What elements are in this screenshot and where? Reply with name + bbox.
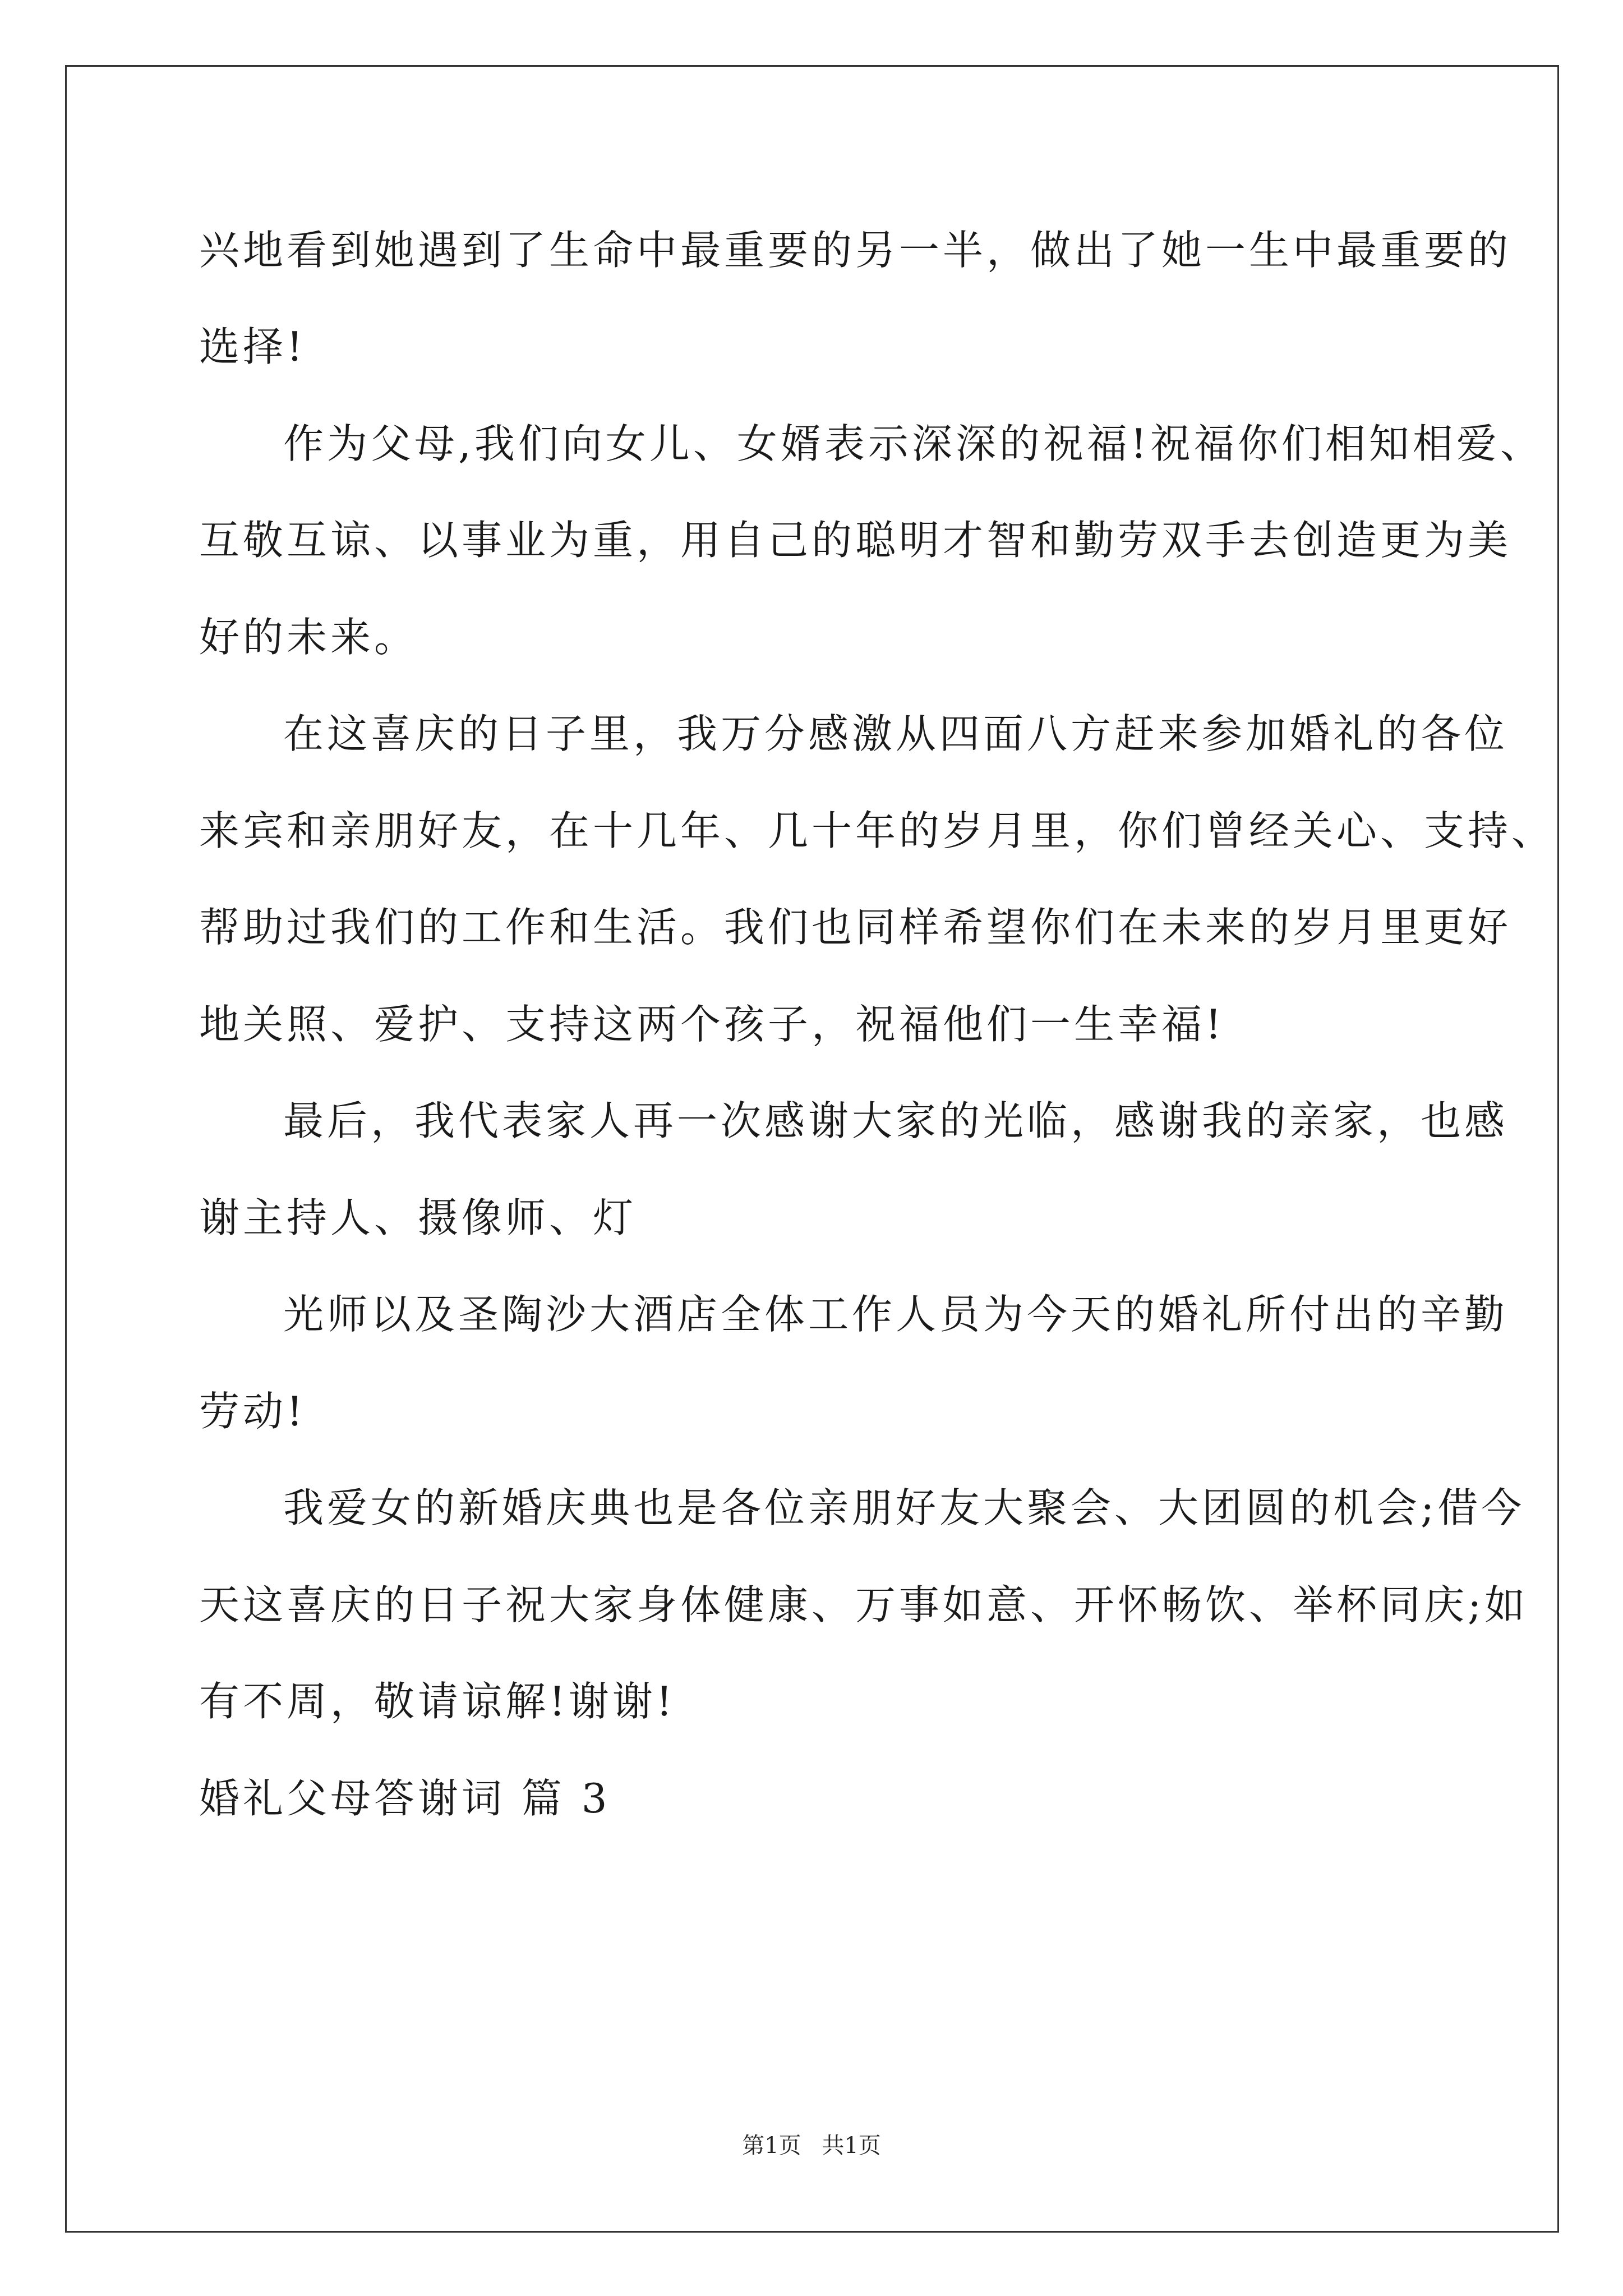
text-line: 最后，我代表家人再一次感谢大家的光临，感谢我的亲家，也感 xyxy=(283,1097,1509,1144)
text-line: 兴地看到她遇到了生命中最重要的另一半，做出了她一生中最重要的 xyxy=(199,227,1512,274)
text-line: 光师以及圣陶沙大酒店全体工作人员为今天的婚礼所付出的辛勤 xyxy=(283,1291,1509,1338)
page-border xyxy=(65,65,1559,2233)
text-line: 互敬互谅、以事业为重，用自己的聪明才智和勤劳双手去创造更为美 xyxy=(199,517,1512,564)
text-line: 作为父母,我们向女儿、女婿表示深深的祝福!祝福你们相知相爱、 xyxy=(283,420,1544,467)
text-line: 地关照、爱护、支持这两个孩子，祝福他们一生幸福! xyxy=(199,1001,1225,1048)
section-heading: 婚礼父母答谢词 篇 3 xyxy=(199,1775,611,1822)
text-line: 谢主持人、摄像师、灯 xyxy=(199,1194,637,1241)
text-line: 好的未来。 xyxy=(199,614,418,661)
text-line: 在这喜庆的日子里，我万分感激从四面八方赶来参加婚礼的各位 xyxy=(283,710,1509,757)
page-total: 共1页 xyxy=(822,2133,881,2159)
text-line: 我爱女的新婚庆典也是各位亲朋好友大聚会、大团圆的机会;借今 xyxy=(283,1484,1525,1531)
text-line: 天这喜庆的日子祝大家身体健康、万事如意、开怀畅饮、举杯同庆;如 xyxy=(199,1581,1529,1628)
text-line: 有不周，敬请谅解!谢谢! xyxy=(199,1678,676,1725)
page-number: 第1页 xyxy=(742,2133,801,2159)
text-line: 帮助过我们的工作和生活。我们也同样希望你们在未来的岁月里更好 xyxy=(199,904,1512,951)
text-line: 来宾和亲朋好友，在十几年、几十年的岁月里，你们曾经关心、支持、 xyxy=(199,807,1556,854)
text-line: 劳动! xyxy=(199,1388,306,1435)
text-line: 选择! xyxy=(199,323,306,370)
page-footer xyxy=(0,2129,1623,2162)
